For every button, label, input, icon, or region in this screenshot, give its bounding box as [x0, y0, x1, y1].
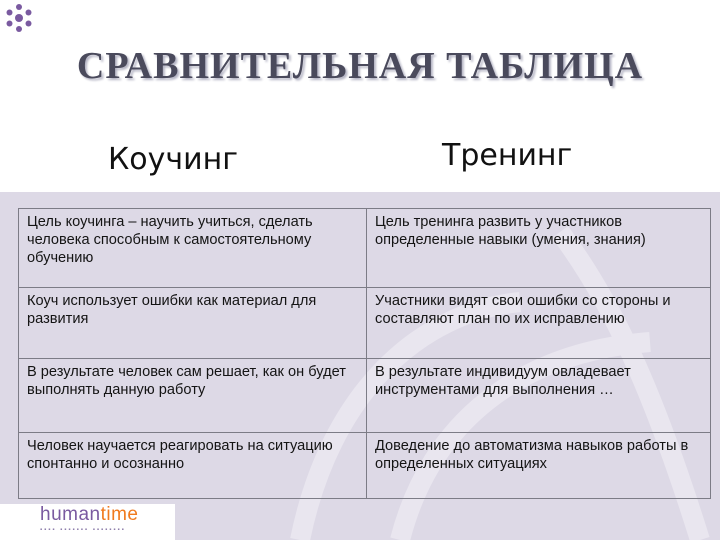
table-cell-coaching: Человек научается реагировать на ситуацию спонтанно и осознанно [19, 433, 367, 499]
table-row [19, 209, 711, 288]
table-cell-coaching: Коуч использует ошибки как материал для развития [19, 288, 367, 359]
table-cell-coaching: В результате человек сам решает, как он будет выполнять данную работу [19, 359, 367, 433]
table-cell-coaching: Цель коучинга – научить учиться, сделать человека способным к самостоятельному обучению [19, 209, 367, 288]
column-header-training: Тренинг [442, 138, 573, 173]
logo-wordmark [40, 504, 139, 526]
humantime-logo-icon [3, 2, 35, 34]
table-cell-training: В результате индивидуум овладевает инструментами для выполнения … [367, 359, 711, 433]
table-cell-training: Цель тренинга развить у участников определенные навыки (умения, знания) [367, 209, 711, 288]
comparison-table [18, 208, 711, 499]
logo-tagline-decoration: ▪▪▪▪ ▪▪▪▪▪▪▪ ▪▪▪▪▪▪▪▪ [40, 527, 126, 533]
page-title: СРАВНИТЕЛЬНАЯ ТАБЛИЦА [76, 45, 644, 87]
table-cell-training: Участники видят свои ошибки со стороны и составляют план по их исправлению [367, 288, 711, 359]
column-header-coaching: Коучинг [108, 142, 239, 177]
logo-text-time: time [100, 504, 139, 525]
table-cell-training: Доведение до автоматизма навыков работы в определенных ситуациях [367, 433, 711, 499]
table-row [19, 359, 711, 433]
table-row [19, 433, 711, 499]
table-row [19, 288, 711, 359]
logo-text-human: human [40, 504, 101, 525]
